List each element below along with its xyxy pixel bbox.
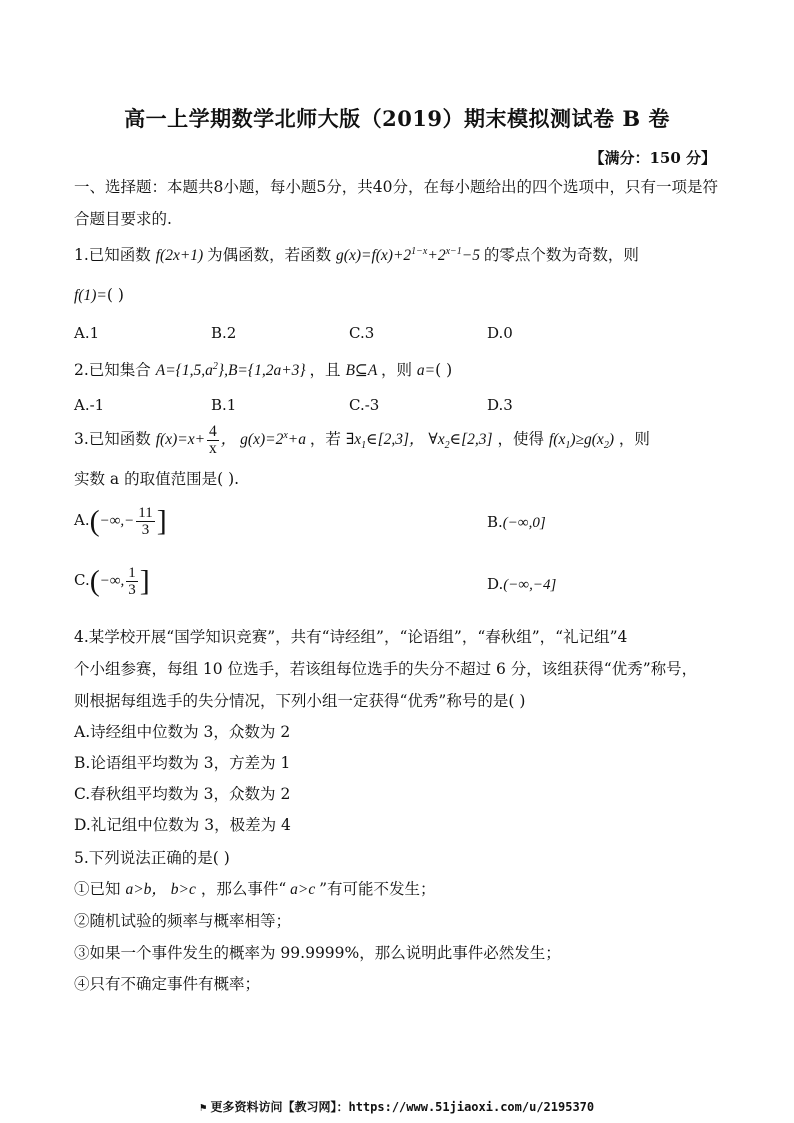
question-1-line1: 1.已知函数 f(2x+1) 为偶函数，若函数 $g(x)=f(x)+2^{1-x}+2^{x-1}-5$ 的零点个数为奇数，则 — [74, 245, 639, 264]
math-expression: (−∞,− $\frac{11}{3}$ ] — [89, 504, 167, 538]
q4-option-a: A.诗经组中位数为 3，众数为 2 — [74, 723, 291, 741]
math-expression: $f(x_1)\ge g(x_2)$ — [548, 431, 614, 452]
q5-statement-4: ④只有不确定事件有概率； — [74, 975, 261, 993]
q2-option-a: A.-1 — [74, 396, 105, 414]
full-score-label: 【满分：150 分】 — [589, 149, 716, 167]
q3-option-c: C.(−∞, $\frac{1}{3}$ ] — [74, 564, 150, 598]
q2-option-c: C.-3 — [349, 396, 380, 414]
footer-banner — [0, 1098, 794, 1115]
section-heading-line2: 合题目要求的. — [74, 210, 172, 228]
math-expression: f(1)= — [74, 287, 107, 304]
page-title: 高一上学期数学北师大版（2019）期末模拟测试卷 B 卷 — [124, 106, 670, 131]
q3-option-d: D.(−∞,−4] — [487, 575, 557, 593]
question-4-line1: 4.某学校开展“国学知识竞赛”，共有“诗经组”，“论语组”，“春秋组”，“礼记组”4 — [74, 628, 628, 646]
math-expression: $g(x)=f(x)+2^{1-x}+2^{x-1}-5$ — [336, 245, 484, 264]
q1-option-b: B.2 — [211, 324, 237, 342]
q5-statement-1: ①已知 a>b， b>c ，那么事件“ a>c ”有可能不发生； — [74, 880, 436, 898]
section-heading-line1: 一、选择题：本题共8小题，每小题5分，共40分，在每小题给出的四个选项中，只有一项是符 — [74, 178, 718, 196]
q4-option-c: C.春秋组平均数为 3，众数为 2 — [74, 785, 291, 803]
math-expression: a>b， b>c — [125, 881, 196, 898]
q1-option-d: D.0 — [487, 324, 513, 342]
question-3-line1: 3.已知函数 f(x)=x+ $\frac{4}{x}$ ， $g(x)=2^x+a$ ，若 $\exists x_1\in[2,3]$， $\forall x_2\in[2,3]$ ，使得 $f(x_1)\ge g(x_2)$ ，则 — [74, 423, 650, 457]
q3-option-a: A.(−∞,− $\frac{11}{3}$ ] — [74, 504, 167, 538]
q2-option-d: D.3 — [487, 396, 513, 414]
question-4-line2: 个小组参赛，每组 10 位选手，若该组每位选手的失分不超过 6 分，该组获得“优秀”称号， — [74, 660, 698, 678]
question-1-line2: f(1)=( ) — [74, 286, 124, 304]
q5-statement-2: ②随机试验的频率与概率相等； — [74, 912, 292, 930]
q2-option-b: B.1 — [211, 396, 237, 414]
math-expression: a= — [416, 362, 436, 379]
math-expression: $A=\{1,5,a^2\},B=\{1,2a+3\}$ — [155, 360, 310, 379]
math-expression: f(x)=x+ $\frac{4}{x}$ ， $g(x)=2^x+a$ — [155, 423, 310, 457]
math-expression: (−∞, $\frac{1}{3}$ ] — [89, 564, 150, 598]
math-expression: a>c — [286, 881, 320, 898]
q4-option-b: B.论语组平均数为 3，方差为 1 — [74, 754, 291, 772]
q1-option-c: C.3 — [349, 324, 375, 342]
math-expression: f(2x+1) — [155, 247, 208, 264]
q1-option-a: A.1 — [74, 324, 100, 342]
math-expression: (−∞,−4] — [503, 577, 557, 593]
math-expression: (−∞,0] — [502, 515, 546, 531]
math-expression: B⊆A — [345, 362, 381, 379]
q4-option-d: D.礼记组中位数为 3，极差为 4 — [74, 816, 291, 834]
question-5-line1: 5.下列说法正确的是( ) — [74, 849, 230, 867]
flag-icon: ⚑ — [199, 1101, 207, 1114]
question-3-line2: 实数 a 的取值范围是( ). — [74, 470, 240, 488]
question-2-line: 2.已知集合 $A=\{1,5,a^2\},B=\{1,2a+3\}$ ，且 B⊆A ，则 a=( ) — [74, 360, 453, 379]
question-4-line3: 则根据每组选手的失分情况，下列小组一定获得“优秀”称号的是( ) — [74, 692, 526, 710]
footer-link[interactable]: 更多资料访问【教习网】：https://www.51jiaoxi.com/u/2195370 — [210, 1100, 595, 1114]
q5-statement-3: ③如果一个事件发生的概率为 99.9999%，那么说明此事件必然发生； — [74, 944, 561, 962]
math-expression: $\exists x_1\in[2,3]$， $\forall x_2\in[2,3]$ — [345, 431, 493, 452]
q3-option-b: B.(−∞,0] — [487, 513, 546, 531]
